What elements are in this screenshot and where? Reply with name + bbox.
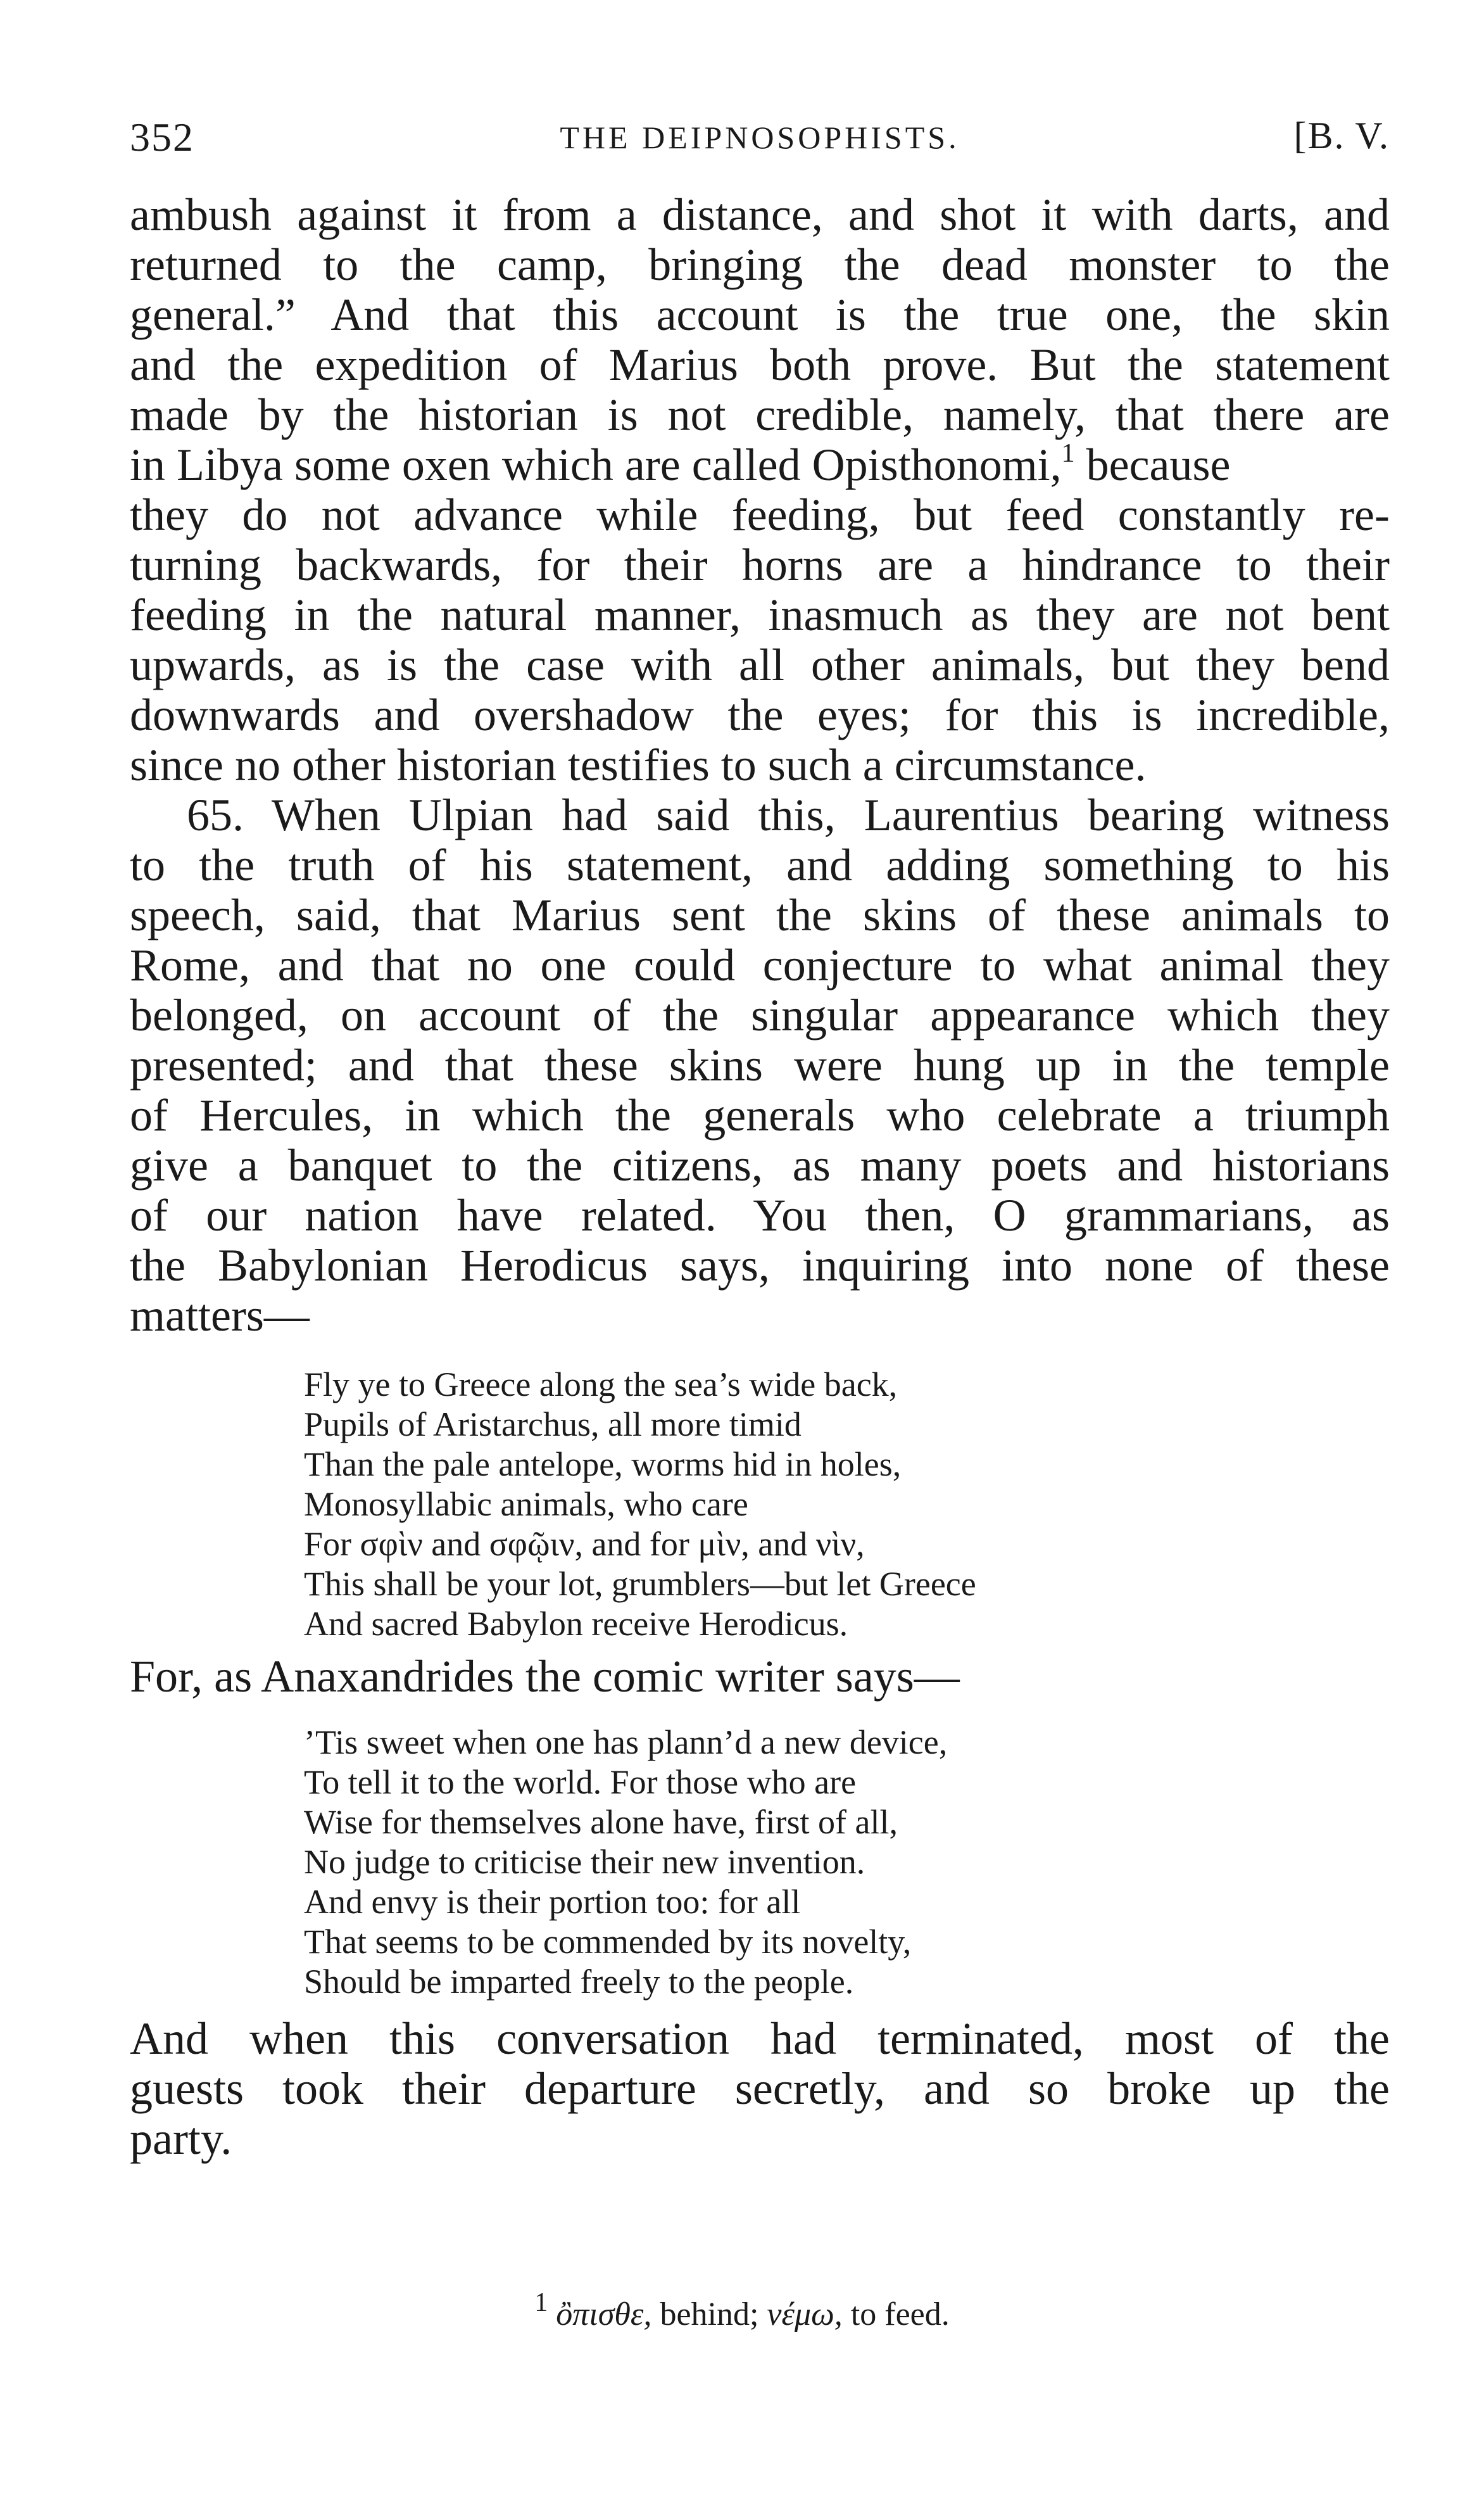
footnote-greek-term: νέμω, <box>767 2296 843 2332</box>
page-header <box>130 114 1390 171</box>
paragraph-1 <box>130 190 1390 1341</box>
verse-line: ’Tis sweet when one has plann’d a new device, <box>304 1723 948 1761</box>
footnote-gloss: to feed. <box>842 2296 950 2332</box>
text-line: presented; and that these skins were hung up in the temple <box>130 1041 1390 1091</box>
text-line: upwards, as is the case with all other animals, but they bend <box>130 640 1390 690</box>
verse-line: Monosyllabic animals, who care <box>304 1485 748 1523</box>
text-line-part: in Libya some oxen which are called Opisthonomi, <box>130 440 1062 490</box>
verse-line: Wise for themselves alone have, first of all, <box>304 1803 898 1841</box>
verse-line: And envy is their portion too: for all <box>304 1883 801 1921</box>
footnote-reference: 1 <box>1061 440 1075 468</box>
text-line: And when this conversation had terminated, most of the <box>130 2014 1390 2064</box>
running-title: THE DEIPNOSOPHISTS. <box>560 120 960 155</box>
footnote-greek-term: ὂπισθε, <box>556 2296 652 2332</box>
verse-line: To tell it to the world. For those who are <box>304 1763 857 1801</box>
text-line: belonged, on account of the singular appearance which they <box>130 990 1390 1041</box>
footnote-gloss: behind; <box>651 2296 767 2332</box>
transition-paragraph <box>130 1652 1390 1702</box>
text-line: 65. When Ulpian had said this, Laurentius bearing witness <box>187 790 1390 840</box>
text-line: speech, said, that Marius sent the skins of these animals to <box>130 890 1390 940</box>
text-line: Rome, and that no one could conjecture to what animal they <box>130 940 1390 990</box>
footnote <box>0 2287 1484 2333</box>
text-line: of our nation have related. You then, O grammarians, as <box>130 1191 1390 1241</box>
closing-paragraph <box>130 2014 1390 2164</box>
verse-line: For σφὶν and σφῷιν, and for μὶν, and νὶν, <box>304 1525 865 1563</box>
text-line: of Hercules, in which the generals who celebrate a triumph <box>130 1091 1390 1141</box>
text-line: downwards and overshadow the eyes; for this is incredible, <box>130 690 1390 740</box>
page-number: 352 <box>130 115 194 160</box>
section-mark: [B. V. <box>1293 115 1390 156</box>
text-line: returned to the camp, bringing the dead monster to the <box>130 240 1390 290</box>
text-line: turning backwards, for their horns are a hindrance to their <box>130 540 1390 590</box>
text-line: party. <box>130 2114 232 2164</box>
text-line: give a banquet to the citizens, as many poets and historians <box>130 1141 1390 1191</box>
verse-quotation-1 <box>304 1365 1190 1644</box>
text-line: since no other historian testifies to such a circumstance. <box>130 740 1147 790</box>
verse-line: Pupils of Aristarchus, all more timid <box>304 1405 802 1443</box>
verse-line: No judge to criticise their new invention. <box>304 1843 865 1881</box>
verse-line: Should be imparted freely to the people. <box>304 1963 854 2001</box>
text-line: guests took their departure secretly, and so broke up the <box>130 2064 1390 2114</box>
verse-line: This shall be your lot, grumblers—but let Greece <box>304 1565 976 1603</box>
text-line: feeding in the natural manner, inasmuch as they are not bent <box>130 590 1390 640</box>
text-line: For, as Anaxandrides the comic writer says— <box>130 1652 960 1702</box>
text-line: the Babylonian Herodicus says, inquiring into none of these <box>130 1241 1390 1291</box>
text-line: and the expedition of Marius both prove. But the statement <box>130 340 1390 390</box>
verse-line: Fly ye to Greece along the sea’s wide back, <box>304 1365 898 1403</box>
text-line-part: because <box>1074 440 1231 490</box>
text-line: made by the historian is not credible, namely, that there are <box>130 390 1390 440</box>
verse-quotation-2 <box>304 1723 1190 2002</box>
text-line: ambush against it from a distance, and shot it with darts, and <box>130 190 1390 240</box>
text-line: matters— <box>130 1291 310 1341</box>
text-line: to the truth of his statement, and adding something to his <box>130 840 1390 890</box>
verse-line: Than the pale antelope, worms hid in holes, <box>304 1445 902 1483</box>
text-line-with-footnote-ref <box>130 440 1390 490</box>
verse-line: And sacred Babylon receive Herodicus. <box>304 1605 848 1643</box>
verse-line: That seems to be commended by its novelty, <box>304 1923 912 1961</box>
text-line: general.” And that this account is the true one, the skin <box>130 290 1390 340</box>
text-line: they do not advance while feeding, but feed constantly re- <box>130 490 1390 540</box>
footnote-marker: 1 <box>534 2287 548 2317</box>
